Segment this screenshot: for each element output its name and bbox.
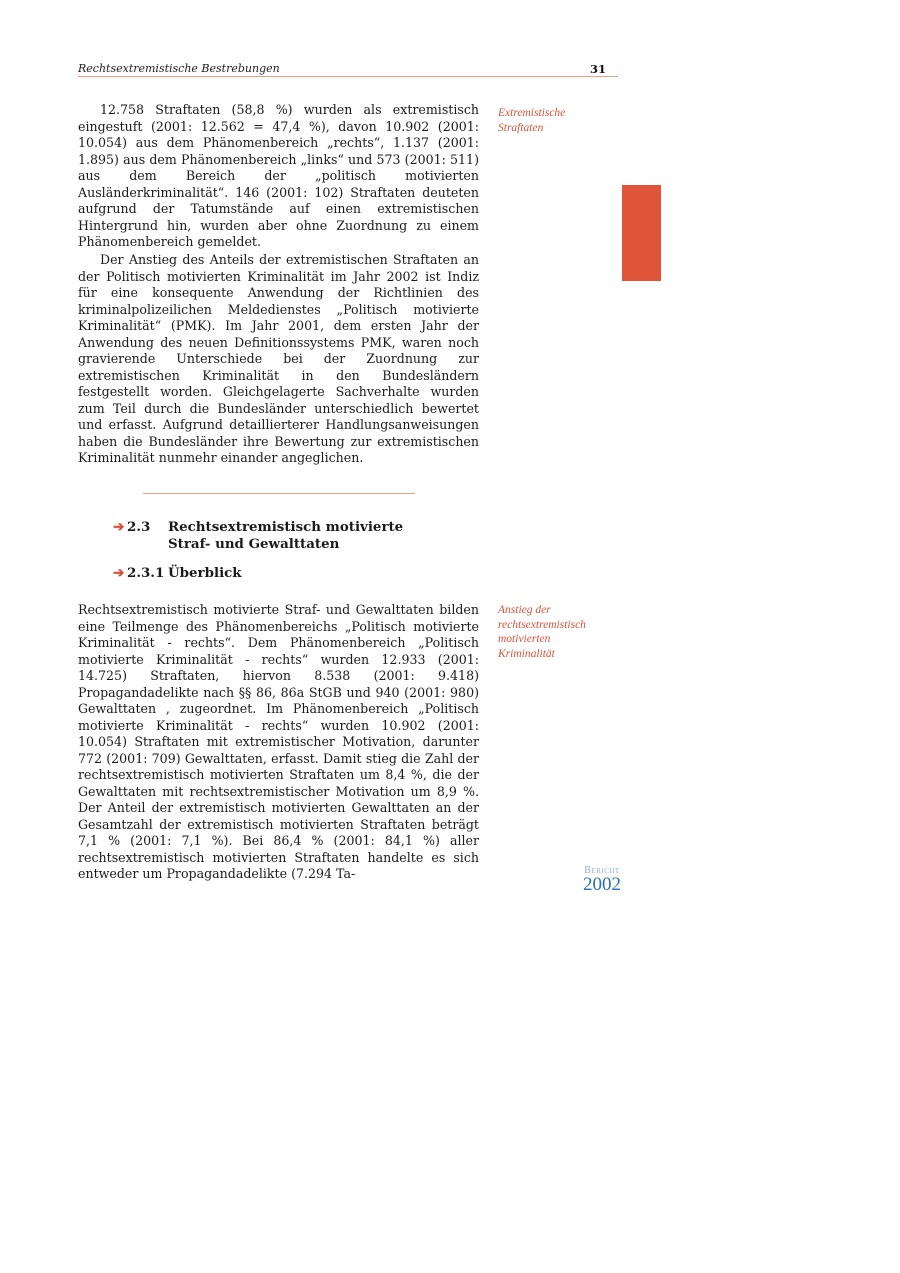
section-heading-2-3 xyxy=(113,519,443,555)
section-number: 2.3 xyxy=(127,519,151,535)
chapter-tab-marker xyxy=(622,185,661,281)
header-rule xyxy=(78,76,618,77)
section-title: Rechtsextremistisch motivierte Straf- und Gewalttaten xyxy=(168,519,404,552)
paragraph-increase-share: Der Anstieg des Anteils der extremistischen Straftaten an der Politisch motivierten Kriminalität im Jahr 2002 ist Indiz für eine konsequente Anwendung der Richtlinien des kriminalpolizeilichen Meldedienstes „Politisch motivierte Kriminalität“ (PMK). Im Jahr 2001, dem ersten Jahr der Anwendung des neuen Definitionssystems PMK, waren noch gravierende Unterschiede bei der Zuordnung zur extremistischen Kriminalität in den Bundesländern festgestellt worden. Gleichgelagerte Sachverhalte wurden zum Teil durch die Bundesländer unterschiedlich bewertet und erfasst. Aufgrund detaillierterer Handlungsanweisungen haben die Bundesländer ihre Bewertung zur extremistischen Kriminalität nunmehr einander angeglichen. xyxy=(78,252,479,465)
section-divider xyxy=(143,493,415,494)
page-number: 31 xyxy=(590,62,607,76)
arrow-right-icon: ➔ xyxy=(113,565,125,581)
paragraph-extremist-offences: 12.758 Straftaten (58,8 %) wurden als extremistisch eingestuft (2001: 12.562 = 47,4 %), davon 10.902 (2001: 10.054) aus dem Phänomenbereich „rechts“, 1.137 (2001: 1.895) aus dem Phänomenbereich „links“ und 573 (2001: 511) aus dem Bereich der „politisch motivierten Ausländerkriminalität“. 146 (2001: 102) Straftaten deuteten aufgrund der Tatumstände auf einen extremistischen Hintergrund hin, wurden aber ohne Zuordnung zu einem Phänomenbereich gemeldet. xyxy=(78,102,479,249)
paragraph-overview: Rechtsextremistisch motivierte Straf- und Gewalttaten bilden eine Teilmenge des Phänomenbereichs „Politisch motivierte Kriminalität - rechts“. Dem Phänomenbereich „Politisch motivierte Kriminalität - rechts“ wurden 12.933 (2001: 14.725) Straftaten, hiervon 8.538 (2001: 9.418) Propagandadelikte nach §§ 86, 86a StGB und 940 (2001: 980) Gewalttaten , zugeordnet. Im Phänomenbereich „Politisch motivierte Kriminalität - rechts“ wurden 10.902 (2001: 10.054) Straftaten mit extremistischer Motivation, darunter 772 (2001: 709) Gewalttaten, erfasst. Damit stieg die Zahl der rechtsextremistisch motivierten Straftaten um 8,4 %, die der Gewalttaten mit rechtsextremistischer Motivation um 8,9 %. Der Anteil der extremistisch motivierten Gewalttaten an der Gesamtzahl der extremistisch motivierten Straftaten beträgt 7,1 % (2001: 7,1 %). Bei 86,4 % (2001: 84,1 %) aller rechtsextremistisch motivierten Straftaten handelte es sich entweder um Propagandadelikte (7.294 Ta- xyxy=(78,602,479,881)
margin-note-increase: Anstieg der rechtsextremistisch motivierten Kriminalität xyxy=(498,604,586,660)
report-logo xyxy=(572,866,632,893)
arrow-right-icon: ➔ xyxy=(113,519,125,535)
margin-note-extremist-offences: Extremistische Straftaten xyxy=(498,107,566,134)
running-head: Rechtsextremistische Bestrebungen xyxy=(78,62,280,75)
logo-year: 2002 xyxy=(583,874,621,895)
section-heading-2-3-1 xyxy=(113,565,443,583)
logo-word: Bericht xyxy=(584,865,620,876)
subsection-title: Überblick xyxy=(168,565,242,581)
subsection-number: 2.3.1 xyxy=(127,565,165,581)
